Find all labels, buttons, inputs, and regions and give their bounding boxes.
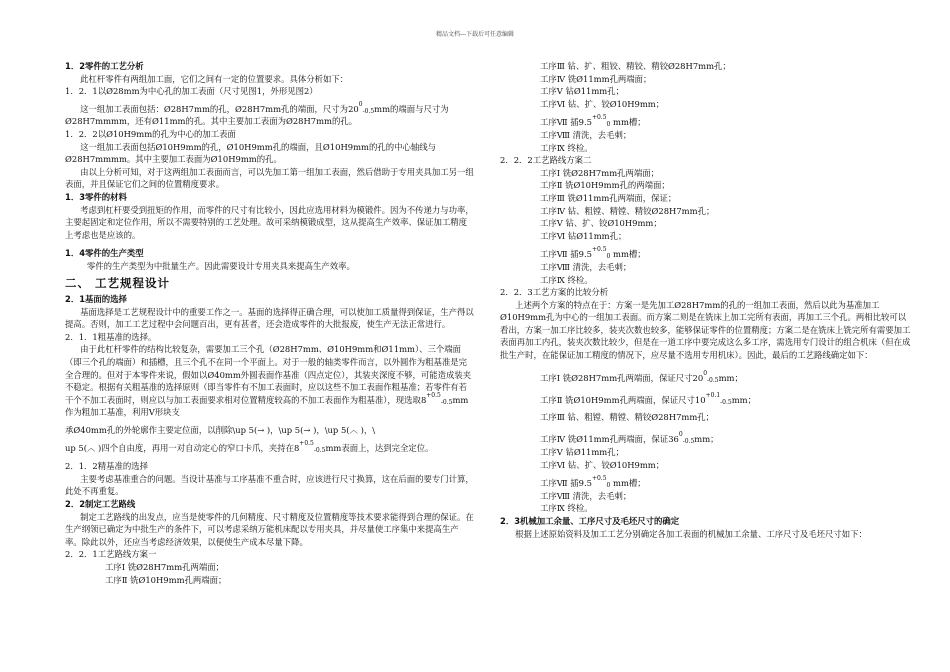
- tol-lower: -0.5: [440, 398, 453, 406]
- tol-lower: -0.5: [682, 438, 695, 446]
- process-step: 工序Ⅲ 钻、扩、粗铰、精铰、精铰Ø28H7mm孔；: [540, 61, 731, 71]
- paragraph: 零件的生产类型为中批量生产。因此需要设计专用夹具来提高生产效率。: [86, 260, 355, 271]
- tol-upper: 0: [703, 369, 708, 377]
- tol-upper: +0.1: [705, 392, 721, 400]
- tol-base: 36: [668, 434, 679, 445]
- text: 由于此杠杆零件的结构比较复杂，需要加工三个孔（Ø28H7mm、Ø10H9mm和Ø11mm）、三个端面（即三个孔的端面）和插槽，且三个孔不在同一个平面上。对于一般的轴类零件而言，以外圆作为粗基准是完全合理的。但对于本零件来说，假如以Ø40mm外圆表面作基准（四点定位），其装夹深度不够，可能造成装夹不稳定。根据有关粗基准的选择原则（即当零件有不加工表面时，应以这些不加工表面作粗基准；若零件有若干个不加工表面时，则应以与加工表面要求相对位置精度较高的不加工表面作为粗基准），现选取: [65, 344, 472, 405]
- paragraph: 根据上述原始资料及加工工艺分别确定各加工表面的机械加工余量、工序尺寸及毛坯尺寸如下：: [515, 528, 867, 539]
- paragraph-with-tolerance: [65, 100, 475, 116]
- section-2-2-title: 2．2制定工艺路线: [65, 499, 136, 509]
- tol-base: 8: [420, 394, 427, 405]
- final-step: 工序Ⅵ 钻、扩、铰Ø10H9mm；: [540, 459, 665, 470]
- text: 工序Ⅶ 插: [540, 478, 579, 489]
- final-step: 工序Ⅲ 钻、粗镗、精镗、精铰Ø28H7mm孔；: [540, 411, 715, 422]
- right-column: [500, 60, 912, 540]
- text: mm槽；: [613, 117, 646, 128]
- final-step: [500, 369, 912, 385]
- process-step: 工序Ⅸ 终检。: [540, 274, 593, 285]
- paragraph: 主要考虑基准重合的问题。当设计基准与工序基准不重合时，应该进行尺寸换算，这在后面的要专门计算，此处不再重复。: [65, 473, 474, 497]
- tol-lower: 0: [606, 482, 611, 490]
- text: 工序Ⅶ 插: [540, 249, 579, 260]
- tol-lower: 0: [606, 253, 611, 261]
- process-step: 工序Ⅲ 铣Ø11mm孔两端面，保证；: [540, 192, 677, 203]
- text: mm；: [718, 372, 743, 383]
- section-2-3-title: 2．3机械加工余量、工序尺寸及毛坯尺寸的确定: [500, 516, 680, 526]
- paragraph: 此杠杆零件有两组加工面，它们之间有一定的位置要求。具体分析如下：: [80, 73, 349, 84]
- process-step: 工序Ⅳ 钻、粗镗、精镗、精铰Ø28H7mm孔；: [540, 205, 715, 216]
- tolerance: [692, 369, 719, 384]
- process-step: 工序Ⅱ 铣Ø10H9mm孔的两端面；: [540, 180, 670, 191]
- section-2-2-1-title: 2．2．1工艺路线方案一: [65, 549, 157, 560]
- section-1-2-title: 1．2零件的工艺分析: [65, 61, 144, 71]
- tol-lower: -0.5: [362, 107, 375, 115]
- section-2-1-2-title: 2．1．2精基准的选择: [65, 461, 148, 472]
- tolerance: [578, 475, 611, 490]
- process-step: 工序Ⅴ 钻、扩、铰Ø10H9mm；: [540, 218, 662, 229]
- text: 工序Ⅱ 铣Ø10H9mm孔两端面，保证尺寸: [540, 395, 695, 406]
- final-step: [500, 433, 912, 446]
- tolerance: [694, 392, 732, 407]
- process-step: 工序Ⅸ 终检。: [540, 142, 593, 153]
- tolerance: [668, 431, 695, 446]
- tol-base: 9.5: [578, 478, 592, 489]
- final-step: [500, 394, 912, 407]
- section-2-2-3-title: 2．2．3工艺方案的比较分析: [500, 287, 609, 298]
- tol-upper: +0.5: [591, 246, 607, 254]
- tol-base: 20: [692, 372, 704, 383]
- paragraph: 基面选择是工艺规程设计中的重要工作之一。基面的选择得正确合理，可以使加工质量得到保证，生产得以提高。否则，加工工艺过程中会问题百出，更有甚者，还会造成零件的大批报废，使生产无法正常进行。: [65, 306, 474, 330]
- text: 工序Ⅶ 插: [540, 117, 579, 128]
- process-step: 工序Ⅰ 铣Ø28H7mm孔两端面；: [540, 167, 660, 178]
- text: 工序Ⅰ 铣Ø28H7mm孔两端面，保证尺寸: [540, 372, 693, 383]
- text: mm作为粗加工基准，利用V形块支: [65, 394, 469, 418]
- tol-upper: 0: [678, 431, 683, 439]
- section-1-2-1-title: 1．2．1以Ø28mm为中心孔的加工表面（尺寸见图1，外形见图2）: [65, 86, 318, 97]
- tol-lower: -0.5: [707, 376, 719, 384]
- paragraph: 上述两个方案的特点在于：方案一是先加工Ø28H7mm的孔的一组加工表面，然后以此为基准加工Ø10H9mm孔为中心的一组加工表面。而方案二则是在铣床上加工完所有表面，再加工三个孔。两相比较可以看出，方案一加工序比较多，装夹次数也较多，能够保证零件的位置精度；方案二是在铣床上铣完所有需要加工表面再加工内孔，装夹次数比较少，但是在一道工序中要完成这么多工序，需选用专门设计的组合机床（但在成批生产时，在能保证加工精度的情况下，应尽量不选用专用机床）。因此，最后的工艺路线确定如下：: [500, 299, 911, 361]
- process-step: 工序Ⅰ 铣Ø28H7mm孔两端面；: [105, 561, 225, 572]
- text: up 5(︿ )四个自由度，再用一对自动定心的窄口卡爪，夹持在: [65, 442, 294, 453]
- final-step: 工序Ⅸ 终检。: [540, 503, 593, 514]
- page-header: 精品文档---下载后可任意编辑: [435, 31, 515, 38]
- process-step-slot: [500, 116, 912, 129]
- paragraph: 承Ø40mm孔的外轮廓作主要定位面，以削除\up 5(→ )，\up 5(→ )，\up 5(︿ )，\: [65, 425, 376, 436]
- final-step: 工序Ⅷ 清洗，去毛刺；: [540, 490, 632, 501]
- tol-upper: +0.5: [591, 475, 607, 483]
- tol-upper: +0.5: [591, 114, 607, 122]
- section-1-3-title: 1．3零件的材料: [65, 191, 127, 202]
- process-step: 工序Ⅳ 铣Ø11mm孔两端面；: [540, 73, 652, 84]
- process-step: 工序Ⅷ 清洗，去毛刺；: [540, 261, 632, 272]
- section-2-1-1-title: 2．1．1粗基准的选择。: [65, 331, 157, 342]
- final-step: [500, 477, 912, 490]
- section-2-2-2-title: 2．2．2工艺路线方案二: [500, 155, 592, 166]
- text: mm；: [731, 395, 756, 406]
- tol-lower: -0.5: [313, 446, 326, 454]
- process-step: 工序Ⅵ 钻Ø11mm孔；: [540, 230, 627, 241]
- section-2-1-title: 2．1基面的选择: [65, 294, 127, 305]
- section-1-4-title: 1．4零件的生产类型: [65, 248, 144, 259]
- tolerance: [293, 439, 326, 454]
- tol-lower: -0.5: [720, 399, 732, 407]
- text: mm槽；: [613, 478, 646, 489]
- process-step: 工序Ⅷ 清洗，去毛刺；: [540, 129, 632, 140]
- text: mm的端面与尺寸为: [374, 103, 449, 114]
- text: mm槽；: [613, 249, 646, 260]
- tolerance: [348, 100, 375, 115]
- paragraph: Ø28H7mmmm，还有Ø11mm的孔。其中主要加工表面为Ø28H7mm的孔。: [65, 116, 358, 127]
- tol-upper: +0.5: [426, 391, 441, 399]
- tol-lower: 0: [606, 121, 611, 129]
- left-column: [65, 60, 475, 586]
- text: mm表面上，达到完全定位。: [325, 442, 434, 453]
- process-step: 工序Ⅴ 钻Ø11mm孔；: [540, 86, 624, 97]
- tol-upper: +0.5: [299, 439, 314, 447]
- tol-base: 9.5: [578, 117, 592, 128]
- section-1-2-2-title: 1．2．2以Ø10H9mm的孔为中心的加工表面: [65, 128, 236, 139]
- paragraph: 制定工艺路线的出发点，应当是使零件的几何精度、尺寸精度及位置精度等技术要求能得到合理的保证。在生产纲领已确定为中批生产的条件下，可以考虑采纳万能机床配以专用夹具，并尽量使工序集中来提高生产率。除此以外，还应当考虑经济效果，以便使生产成本尽量下降。: [65, 511, 474, 547]
- paragraph-with-tolerance: [65, 343, 475, 419]
- chapter-2-title: 二、 工艺规程设计: [65, 275, 171, 290]
- paragraph: 这一组加工表面包括Ø10H9mm的孔，Ø10H9mm孔的端面，且Ø10H9mm的孔的中心轴线与Ø28H7mmmm。其中主要加工表面为Ø10H9mm的孔。: [65, 141, 436, 165]
- text: 这一组加工表面包括：Ø28H7mm的孔，Ø28H7mm孔的端面，尺寸为: [80, 103, 349, 114]
- process-step: 工序Ⅱ 铣Ø10H9mm孔两端面；: [105, 574, 227, 585]
- tol-base: 8: [293, 442, 300, 453]
- paragraph: 考虑到杠杆要受到扭矩的作用，而零件的尺寸有比较小，因此应选用材料为模锻件。因为不传递力与功率，主要起固定和定位作用，所以不需要特别的工艺处理。故可采纳模锻成型，这从提高生产效率、保证加工精度上考虑也是应该的。: [65, 204, 474, 240]
- final-step: 工序Ⅴ 钻Ø11mm孔；: [540, 447, 624, 458]
- tol-base: 9.5: [578, 249, 592, 260]
- tolerance: [578, 114, 611, 129]
- paragraph-with-tolerance: [65, 439, 475, 455]
- tolerance: [578, 246, 611, 261]
- text: mm；: [694, 434, 719, 445]
- tol-upper: 0: [358, 100, 363, 108]
- tol-base: 20: [348, 103, 359, 114]
- process-step: 工序Ⅵ 钻、扩、铰Ø10H9mm；: [540, 98, 665, 109]
- tol-base: 10: [694, 395, 706, 406]
- text: 工序Ⅳ 铣Ø11mm孔两端面，保证: [540, 434, 669, 445]
- paragraph: 由以上分析可知，对于这两组加工表面而言，可以先加工第一组加工表面，然后借助于专用夹具加工另一组表面，并且保证它们之间的位置精度要求。: [65, 166, 474, 190]
- tolerance: [420, 391, 453, 406]
- process-step-slot: [500, 248, 912, 261]
